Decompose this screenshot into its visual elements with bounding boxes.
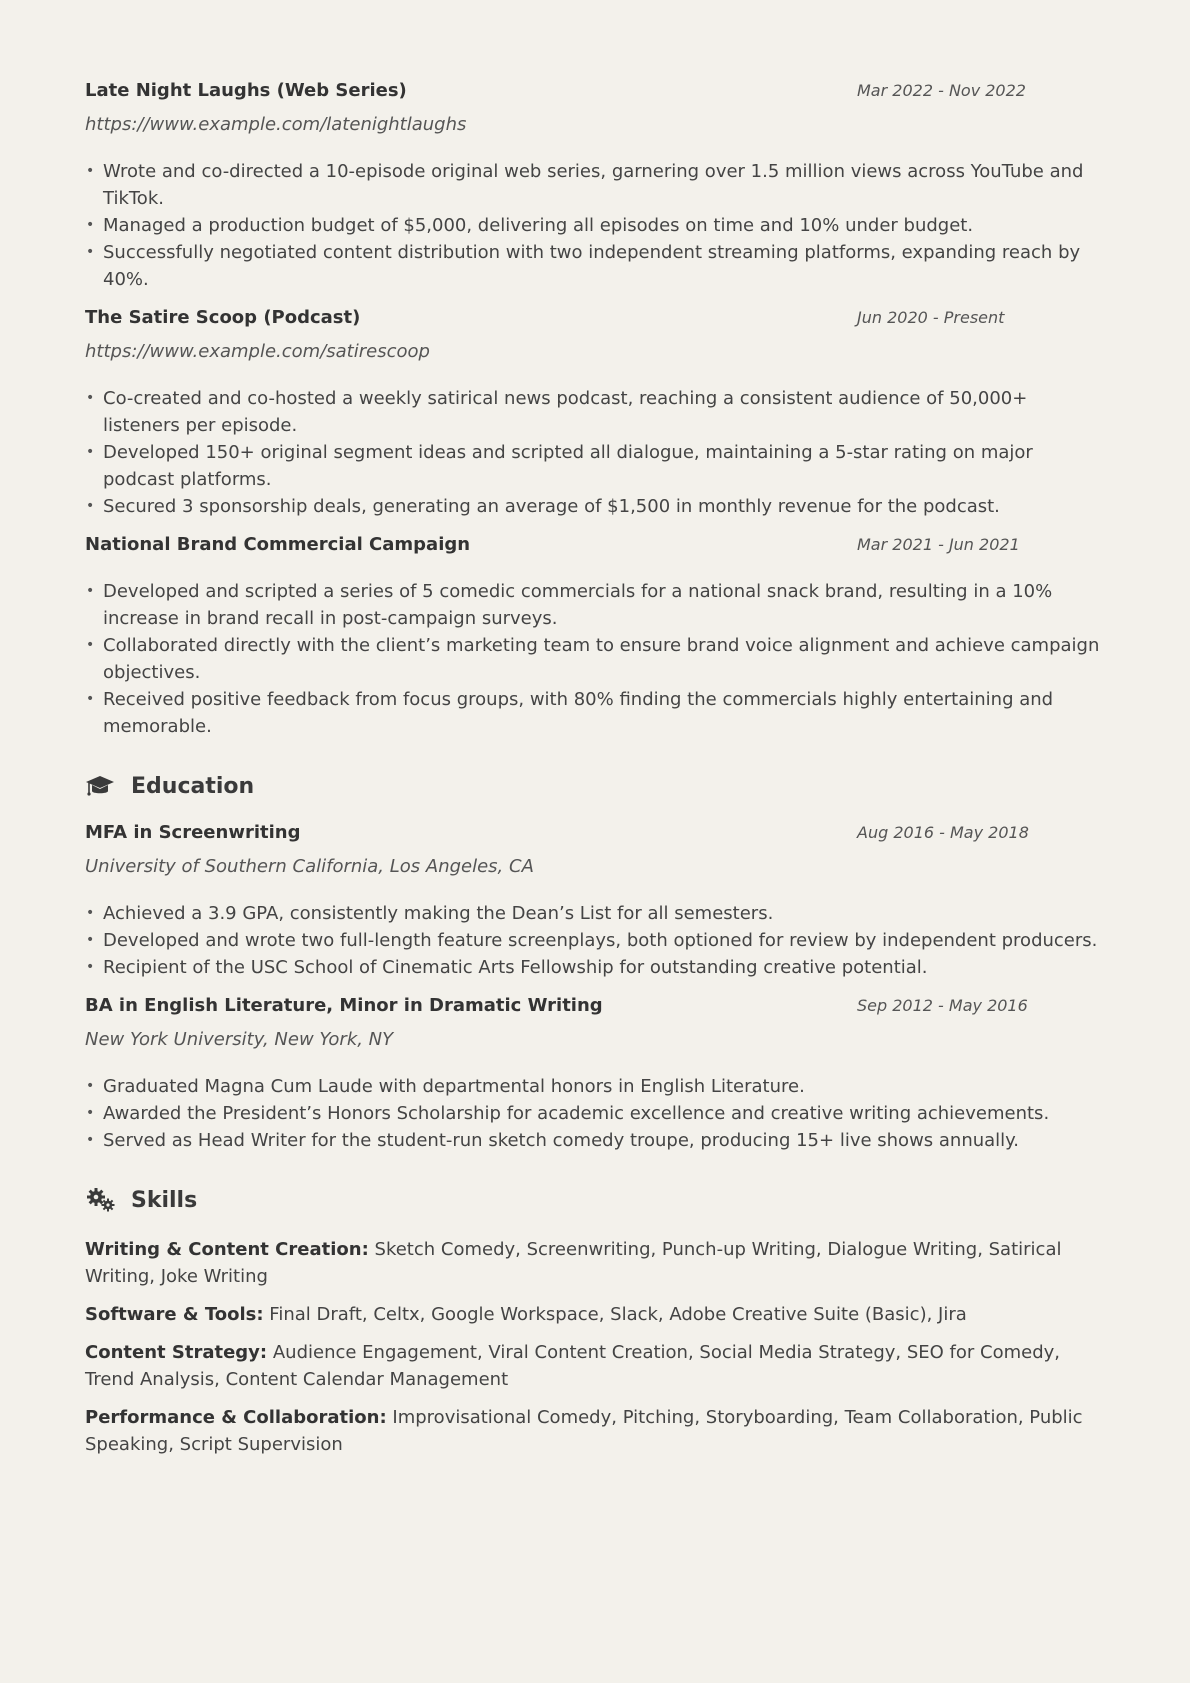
section-title: Education [131, 773, 255, 799]
bullet-list [85, 1073, 1105, 1154]
bullet-item: • Co-created and co-hosted a weekly satirical news podcast, reaching a consistent audience of 50,000+ listeners per episode. [103, 385, 1105, 439]
skill-category: Writing & Content Creation: [85, 1239, 369, 1260]
entry-title: BA in English Literature, Minor in Dramatic Writing [85, 995, 603, 1016]
bullet-list [85, 578, 1105, 740]
project-entry [85, 80, 1105, 293]
bullet-item: • Served as Head Writer for the student-run sketch comedy troupe, producing 15+ live shows annually. [103, 1127, 1105, 1154]
bullet-item: • Developed and wrote two full-length feature screenplays, both optioned for review by independent producers. [103, 927, 1105, 954]
skills-list [85, 1236, 1105, 1458]
bullet-item: • Collaborated directly with the client’s marketing team to ensure brand voice alignment and achieve campaign objectives. [103, 632, 1105, 686]
bullet-item: • Graduated Magna Cum Laude with departmental honors in English Literature. [103, 1073, 1105, 1100]
bullet-item: • Recipient of the USC School of Cinematic Arts Fellowship for outstanding creative potential. [103, 954, 1105, 981]
bullet-item: • Developed and scripted a series of 5 comedic commercials for a national snack brand, resulting in a 10% increase in brand recall in post-campaign surveys. [103, 578, 1105, 632]
entry-header [85, 995, 1105, 1019]
skill-line [85, 1236, 1105, 1290]
education-section-header [85, 770, 1105, 802]
skill-category: Software & Tools: [85, 1304, 264, 1325]
bullet-item: • Successfully negotiated content distribution with two independent streaming platforms, expanding reach by 40%. [103, 239, 1105, 293]
bullet-list [85, 158, 1105, 293]
entry-header [85, 80, 1105, 104]
entry-institution: New York University, New York, NY [85, 1029, 394, 1050]
bullet-item: • Awarded the President’s Honors Scholarship for academic excellence and creative writing achievements. [103, 1100, 1105, 1127]
entry-link[interactable]: https://www.example.com/latenightlaughs [85, 114, 467, 135]
entry-header [85, 534, 1105, 558]
project-entry [85, 534, 1105, 740]
entry-title: Late Night Laughs (Web Series) [85, 80, 407, 101]
gears-icon [85, 1186, 117, 1214]
skill-line [85, 1339, 1105, 1393]
entry-date: Mar 2021 - Jun 2021 [857, 535, 1020, 554]
skills-section-header [85, 1184, 1105, 1216]
entry-title: The Satire Scoop (Podcast) [85, 307, 361, 328]
skill-values: Audience Engagement, Viral Content Creation, Social Media Strategy, SEO for Comedy, Trend Analysis, Content Calendar Management [85, 1342, 1060, 1390]
section-title: Skills [131, 1187, 198, 1213]
entry-title: MFA in Screenwriting [85, 822, 301, 843]
bullet-item: • Received positive feedback from focus groups, with 80% finding the commercials highly entertaining and memorable. [103, 686, 1105, 740]
skill-line [85, 1301, 1105, 1328]
bullet-item: • Managed a production budget of $5,000, delivering all episodes on time and 10% under budget. [103, 212, 1105, 239]
bullet-item: • Wrote and co-directed a 10-episode original web series, garnering over 1.5 million views across YouTube and TikTok. [103, 158, 1105, 212]
education-entry [85, 995, 1105, 1154]
bullet-item: • Secured 3 sponsorship deals, generating an average of $1,500 in monthly revenue for the podcast. [103, 493, 1105, 520]
skill-values: Improvisational Comedy, Pitching, Storyboarding, Team Collaboration, Public Speaking, Script Supervision [85, 1407, 1083, 1455]
entry-date: Sep 2012 - May 2016 [857, 996, 1028, 1015]
entry-date: Aug 2016 - May 2018 [857, 823, 1029, 842]
entry-header [85, 307, 1105, 331]
project-entry [85, 307, 1105, 520]
skill-values: Sketch Comedy, Screenwriting, Punch-up Writing, Dialogue Writing, Satirical Writing, Joke Writing [85, 1239, 1062, 1287]
skill-category: Performance & Collaboration: [85, 1407, 387, 1428]
skill-line [85, 1404, 1105, 1458]
bullet-list [85, 900, 1105, 981]
bullet-item: • Achieved a 3.9 GPA, consistently making the Dean’s List for all semesters. [103, 900, 1105, 927]
entry-title: National Brand Commercial Campaign [85, 534, 471, 555]
entry-date: Jun 2020 - Present [857, 308, 1005, 327]
graduation-cap-icon [85, 772, 117, 800]
entry-institution: University of Southern California, Los Angeles, CA [85, 856, 534, 877]
entry-header [85, 822, 1105, 846]
bullet-item: • Developed 150+ original segment ideas and scripted all dialogue, maintaining a 5-star rating on major podcast platforms. [103, 439, 1105, 493]
skill-category: Content Strategy: [85, 1342, 268, 1363]
education-entry [85, 822, 1105, 981]
skill-values: Final Draft, Celtx, Google Workspace, Slack, Adobe Creative Suite (Basic), Jira [269, 1304, 967, 1325]
entry-date: Mar 2022 - Nov 2022 [857, 81, 1026, 100]
bullet-list [85, 385, 1105, 520]
entry-link[interactable]: https://www.example.com/satirescoop [85, 341, 430, 362]
